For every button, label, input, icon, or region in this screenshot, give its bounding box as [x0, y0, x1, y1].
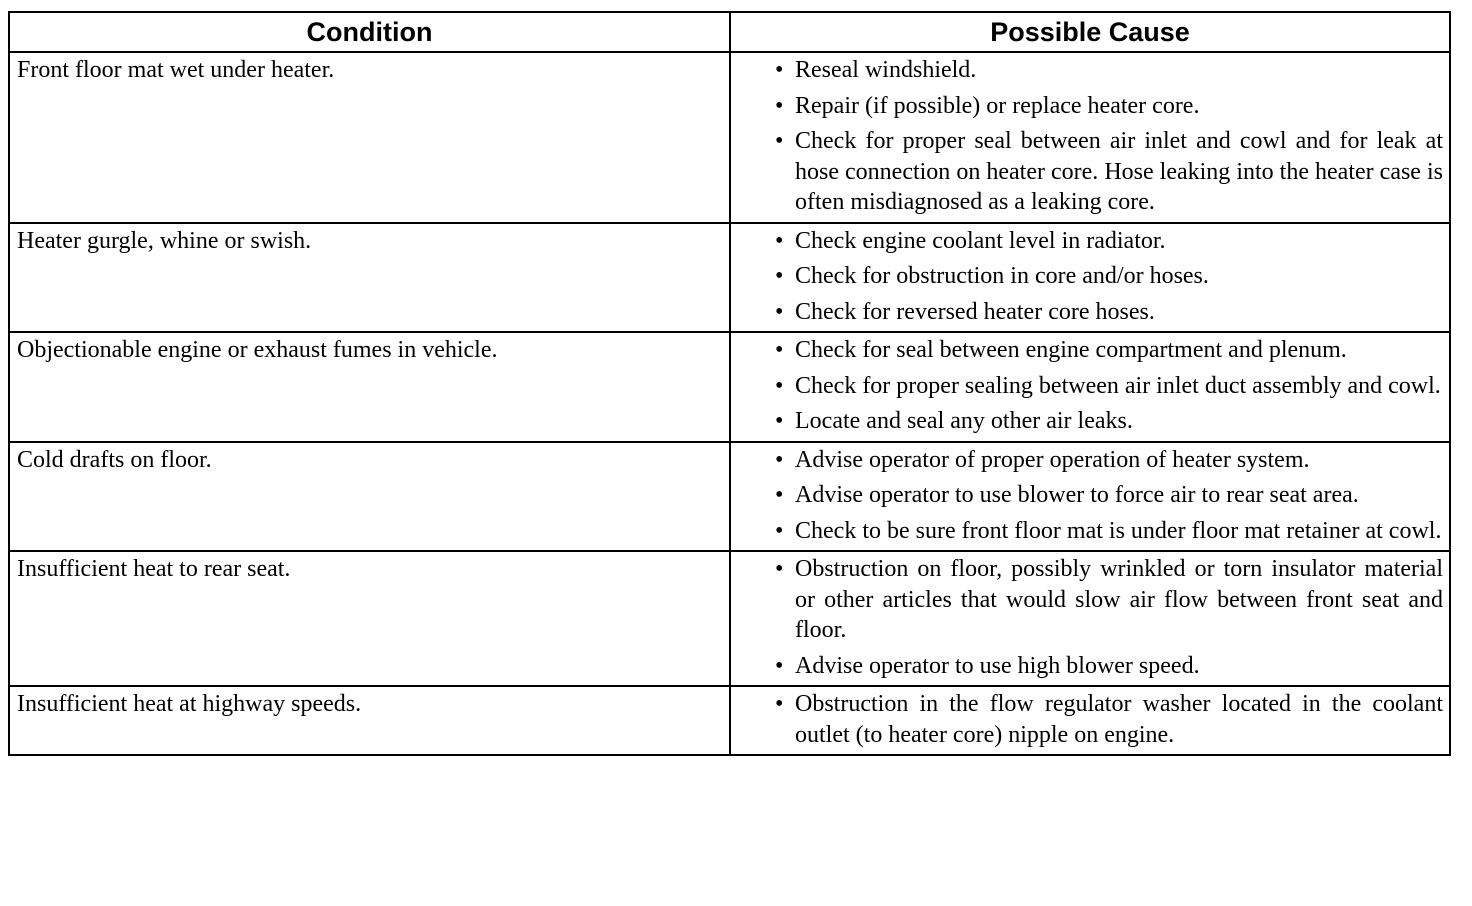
cause-text: Check engine coolant level in radiator. — [795, 227, 1166, 254]
condition-cell: Cold drafts on floor. — [9, 442, 730, 552]
possible-cause-column-header: Possible Cause — [730, 12, 1450, 52]
cause-item — [775, 91, 1443, 122]
causes-cell — [730, 223, 1450, 333]
cause-list — [775, 445, 1443, 547]
cause-item — [775, 371, 1443, 402]
table-row — [9, 686, 1450, 755]
table-body — [9, 52, 1450, 755]
cause-item — [775, 651, 1443, 682]
cause-item — [775, 335, 1443, 366]
cause-list — [775, 335, 1443, 437]
bullet-icon: • — [775, 227, 784, 254]
cause-item — [775, 689, 1443, 750]
causes-cell — [730, 332, 1450, 442]
cause-text: Check to be sure front floor mat is under floor mat retainer at cowl. — [795, 517, 1442, 544]
diagnosis-table-container — [8, 11, 1449, 756]
cause-list — [775, 689, 1443, 750]
condition-cell: Heater gurgle, whine or swish. — [9, 223, 730, 333]
cause-text: Repair (if possible) or replace heater core. — [795, 92, 1200, 119]
causes-cell — [730, 551, 1450, 686]
bullet-icon: • — [775, 92, 784, 119]
table-row — [9, 442, 1450, 552]
bullet-icon: • — [775, 556, 784, 582]
cause-item — [775, 55, 1443, 86]
cause-list — [775, 55, 1443, 218]
cause-text: Obstruction in the flow regulator washer located in the coolant outlet (to heater core) nipple on engine. — [795, 691, 1443, 748]
condition-cell: Objectionable engine or exhaust fumes in vehicle. — [9, 332, 730, 442]
causes-cell — [730, 52, 1450, 223]
bullet-icon: • — [775, 128, 784, 154]
table-header — [9, 12, 1450, 52]
table-row — [9, 332, 1450, 442]
bullet-icon: • — [775, 517, 784, 544]
bullet-icon: • — [775, 446, 784, 473]
cause-item — [775, 554, 1443, 646]
cause-item — [775, 480, 1443, 511]
bullet-icon: • — [775, 482, 784, 508]
cause-text: Advise operator to use high blower speed. — [795, 652, 1200, 679]
cause-item — [775, 297, 1443, 328]
cause-item — [775, 516, 1443, 547]
bullet-icon: • — [775, 57, 784, 83]
bullet-icon: • — [775, 372, 784, 399]
cause-text: Advise operator of proper operation of heater system. — [795, 446, 1310, 473]
bullet-icon: • — [775, 652, 784, 679]
condition-cell: Insufficient heat to rear seat. — [9, 551, 730, 686]
bullet-icon: • — [775, 408, 784, 434]
cause-item — [775, 226, 1443, 257]
cause-item — [775, 406, 1443, 437]
cause-text: Check for proper sealing between air inlet duct assembly and cowl. — [795, 372, 1441, 399]
table-row — [9, 223, 1450, 333]
condition-cell: Insufficient heat at highway speeds. — [9, 686, 730, 755]
cause-text: Check for proper seal between air inlet and cowl and for leak at hose connection on heater core. Hose leaking into the heater case is often misdiagnosed as a leaking core. — [795, 128, 1443, 215]
causes-cell — [730, 442, 1450, 552]
condition-cell: Front floor mat wet under heater. — [9, 52, 730, 223]
bullet-icon: • — [775, 298, 784, 325]
cause-text: Locate and seal any other air leaks. — [795, 408, 1133, 434]
table-row — [9, 551, 1450, 686]
cause-text: Reseal windshield. — [795, 57, 977, 83]
header-row — [9, 12, 1450, 52]
causes-cell — [730, 686, 1450, 755]
cause-text: Check for reversed heater core hoses. — [795, 298, 1155, 325]
cause-text: Advise operator to use blower to force air to rear seat area. — [795, 482, 1359, 508]
cause-list — [775, 554, 1443, 681]
cause-text: Obstruction on floor, possibly wrinkled or torn insulator material or other articles that would slow air flow between front seat and floor. — [795, 556, 1443, 643]
bullet-icon: • — [775, 263, 784, 289]
cause-list — [775, 226, 1443, 328]
cause-item — [775, 261, 1443, 292]
condition-column-header: Condition — [9, 12, 730, 52]
cause-text: Check for seal between engine compartment and plenum. — [795, 337, 1347, 363]
cause-item — [775, 126, 1443, 218]
table-row — [9, 52, 1450, 223]
bullet-icon: • — [775, 337, 784, 363]
bullet-icon: • — [775, 691, 784, 717]
cause-item — [775, 445, 1443, 476]
cause-text: Check for obstruction in core and/or hoses. — [795, 263, 1209, 289]
diagnosis-table — [8, 11, 1451, 756]
